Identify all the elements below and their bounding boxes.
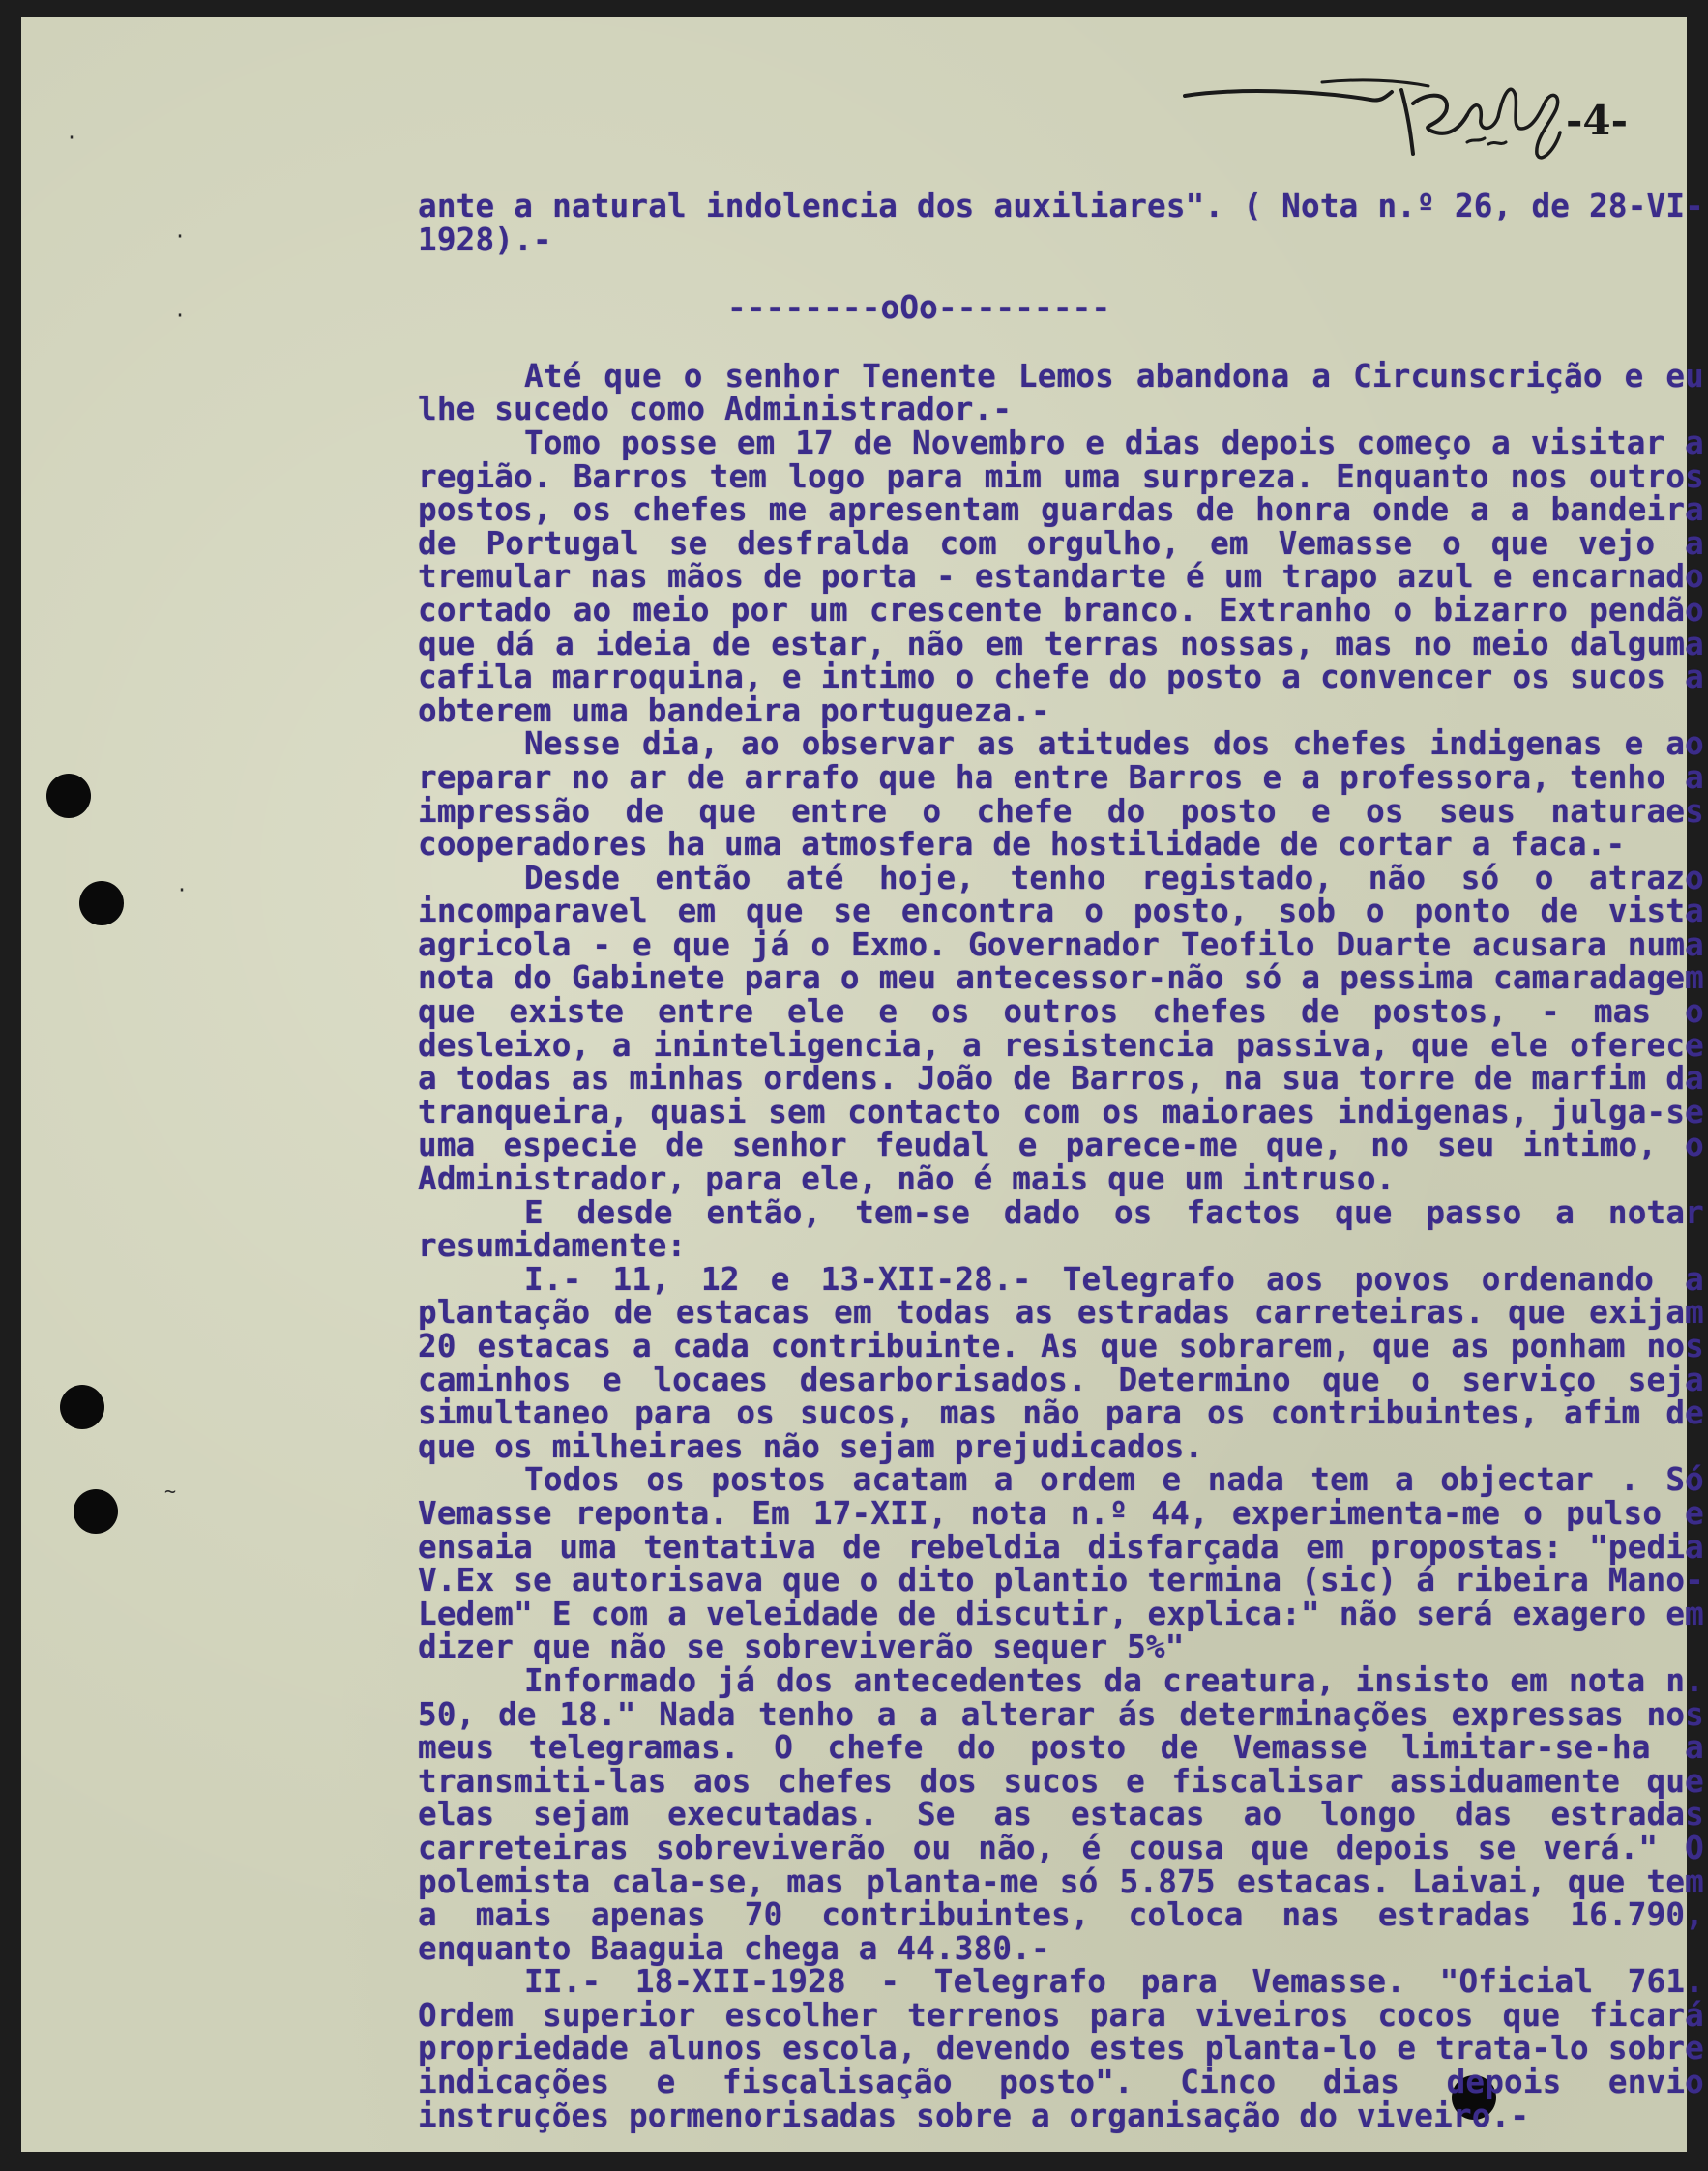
paragraph: Tomo posse em 17 de Novembro e dias depois começo a visitar a região. Barros tem logo para mim uma surpreza. Enquanto nos outros postos, os chefes me apresentam guardas de honra onde a a bandeira de Portugal se desfralda com orgulho, em Vemasse o que vejo a tremular nas mãos de porta - estandarte é um trapo azul e encarnado cortado ao meio por um crescente branco. Extranho o bizarro pendão que dá a ideia de estar, não em terras nossas, mas no meio dalguma cafila marroquina, e intimo o chefe do posto a convencer os sucos a obterem uma bandeira portugueza.-	[418, 424, 1704, 729]
paragraph: Nesse dia, ao observar as atitudes dos chefes indigenas e ao reparar no ar de arrafo que ha entre Barros e a professora, tenho a impressão de que entre o chefe do posto e os seus naturaes cooperadores ha uma atmosfera de hostilidade de cortar a faca.-	[418, 725, 1704, 864]
typed-letter-body	[418, 190, 1704, 2132]
document-page	[21, 17, 1704, 2152]
section-divider: --------oOo---------	[727, 289, 1111, 327]
svg-text:-4-: -4-	[1566, 97, 1629, 144]
punch-hole	[46, 774, 91, 818]
paragraph: Informado já dos antecedentes da creatura, insisto em nota n. 50, de 18." Nada tenho a a alterar ás determinações expressas nos meus telegramas. O chefe do posto de Vemasse limitar-se-ha a transmiti-las aos chefes dos sucos e fiscalisar assiduamente que elas sejam executadas. Se as estacas ao longo das estradas carreteiras sobreviverão ou não, é cousa que depois se verá." O polemista cala-se, mas planta-me só 5.875 estacas. Laivai, que tem a mais apenas 70 contribuintes, coloca nas estradas 16.790, enquanto Baaguia chega a 44.380.-	[418, 1661, 1704, 1967]
paragraph-closing-quote: ante a natural indolencia dos auxiliares". ( Nota n.º 26, de 28-VI-1928).-	[418, 188, 1704, 258]
paragraph: E desde então, tem-se dado os factos que passo a notar resumidamente:	[418, 1193, 1704, 1265]
paragraph: Até que o senhor Tenente Lemos abandona a Circunscrição e eu lhe sucedo como Administrador.-	[418, 357, 1704, 428]
ink-speck: ~	[164, 1480, 177, 1503]
list-item-i: I.- 11, 12 e 13-XII-28.- Telegrafo aos povos ordenando a plantação de estacas em todas as estradas carreteiras. que exijam 20 estacas a cada contribuinte. As que sobrarem, que as ponham nos caminhos e locaes desarborisados. Determino que o serviço seja simultaneo para os sucos, mas não para os contribuintes, afim de que os milheiraes não sejam prejudicados.	[418, 1260, 1704, 1465]
ink-speck: ·	[174, 224, 187, 248]
punch-hole	[60, 1385, 104, 1429]
list-item-ii: II.- 18-XII-1928 - Telegrafo para Vemasse. "Oficial 761. Ordem superior escolher terrenos para viveiros cocos que ficará propriedade alunos escola, devendo estes planta-lo e trata-lo sobre indicações e fiscalisação posto". Cinco dias depois envio instruções pormenorisadas sobre a organisação do viveiro.-	[418, 1963, 1704, 2134]
ink-speck: ·	[176, 878, 189, 901]
punch-hole	[74, 1489, 118, 1534]
ink-speck: ·	[174, 304, 187, 327]
punch-hole	[79, 881, 124, 925]
paragraph: Todos os postos acatam a ordem e nada tem a objectar . Só Vemasse reponta. Em 17-XII, nota n.º 44, experimenta-me o pulso e ensaia uma tentativa de rebeldia disfarçada em propostas: "pedia V.Ex se autorisava que o dito plantio termina (sic) á ribeira Mano-Ledem" E com a veleidade de discutir, explica:" não será exagero em dizer que não se sobreviverão sequer 5%"	[418, 1461, 1704, 1666]
paragraph: Desde então até hoje, tenho registado, não só o atrazo incomparavel em que se encontra o posto, sob o ponto de vista agricola - e que já o Exmo. Governador Teofilo Duarte acusara numa nota do Gabinete para o meu antecessor-não só a pessima camaradagem que existe entre ele e os outros chefes de postos, - mas o desleixo, a ininteligencia, a resistencia passiva, que ele oferece a todas as minhas ordens. João de Barros, na sua torre de marfim da tranqueira, quasi sem contacto com os maioraes indigenas, julga-se uma especie de senhor feudal e parece-me que, no seu intimo, o Administrador, para ele, não é mais que um intruso.	[418, 859, 1704, 1198]
handwritten-signature-icon	[1177, 61, 1680, 167]
ink-speck: ·	[66, 126, 78, 149]
